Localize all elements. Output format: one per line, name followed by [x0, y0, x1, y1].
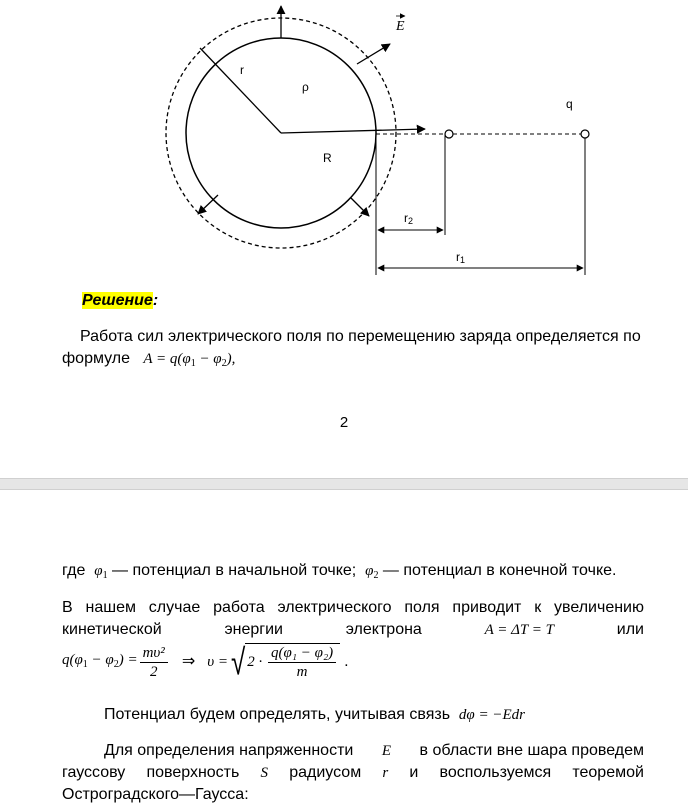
label-r: r	[240, 63, 244, 77]
para1-line2: формуле $A = q(\varphi_1 - \varphi_2)$,	[62, 350, 236, 369]
para1-line1: Работа сил электрического поля по перемещению заряда определяется по	[80, 328, 641, 345]
para5-line3: Остроградского—Гаусса:	[62, 786, 249, 803]
sphere-field-diagram	[0, 0, 688, 290]
field-arrow-lower-left	[198, 195, 218, 214]
solution-heading: Решение:	[82, 292, 159, 309]
velocity-equation: $q(\varphi_1 - \varphi_2)$ = $\frac{\text{mυ²}}{2}$ ⇒ υ = √ 2 · $\frac{\text{q(φ₁ − φ₂)}}{m}$ .	[62, 641, 349, 683]
label-rho: ρ	[302, 80, 309, 94]
page-number: 2	[339, 414, 349, 431]
potential-relation-formula: dφ = −Edr	[458, 707, 525, 723]
field-arrow-upper-right	[357, 44, 390, 64]
label-r1: r1	[456, 250, 466, 265]
kinetic-fraction: $\frac{\text{mυ²}}{2}$	[140, 644, 168, 681]
sqrt-expression: 2 · $\frac{\text{q(φ₁ − φ₂)}}{m}$	[245, 643, 340, 681]
paragraph-potentials: где $\varphi_1$ — потенциал в начальной точке; $\varphi_2$ — потенциал в конечной точке.	[62, 562, 617, 581]
paragraph-potential-relation: Потенциал будем определять, учитывая связь dφ = −Edr	[104, 706, 525, 723]
work-formula: $A = q(\varphi_1 - \varphi_2)$,	[143, 351, 236, 369]
paragraph-work	[62, 326, 652, 375]
para5-line2: гауссову поверхность S радиусом r и воспользуемся теоремой	[62, 764, 644, 781]
label-q: q	[566, 97, 573, 111]
label-r2: r2	[404, 211, 414, 226]
field-arrow-lower-right	[351, 198, 369, 216]
page-break	[0, 478, 688, 490]
para3-line2: кинетической энергии электрона A = ΔT = T или	[62, 619, 644, 641]
para5-line1: Для определения напряженности E в области вне шара проведем	[104, 742, 644, 759]
para3-line1: В нашем случае работа электрического поля приводит к увеличению	[62, 599, 644, 616]
radius-line	[200, 48, 281, 133]
label-field: E	[396, 19, 405, 34]
label-R: R	[323, 151, 332, 165]
paragraph-gauss	[62, 740, 644, 806]
paragraph-kinetic	[62, 597, 644, 681]
radial-arrow	[281, 129, 425, 133]
energy-formula: A = ΔT = T	[484, 622, 554, 638]
point-r2	[445, 130, 453, 138]
point-q	[581, 130, 589, 138]
